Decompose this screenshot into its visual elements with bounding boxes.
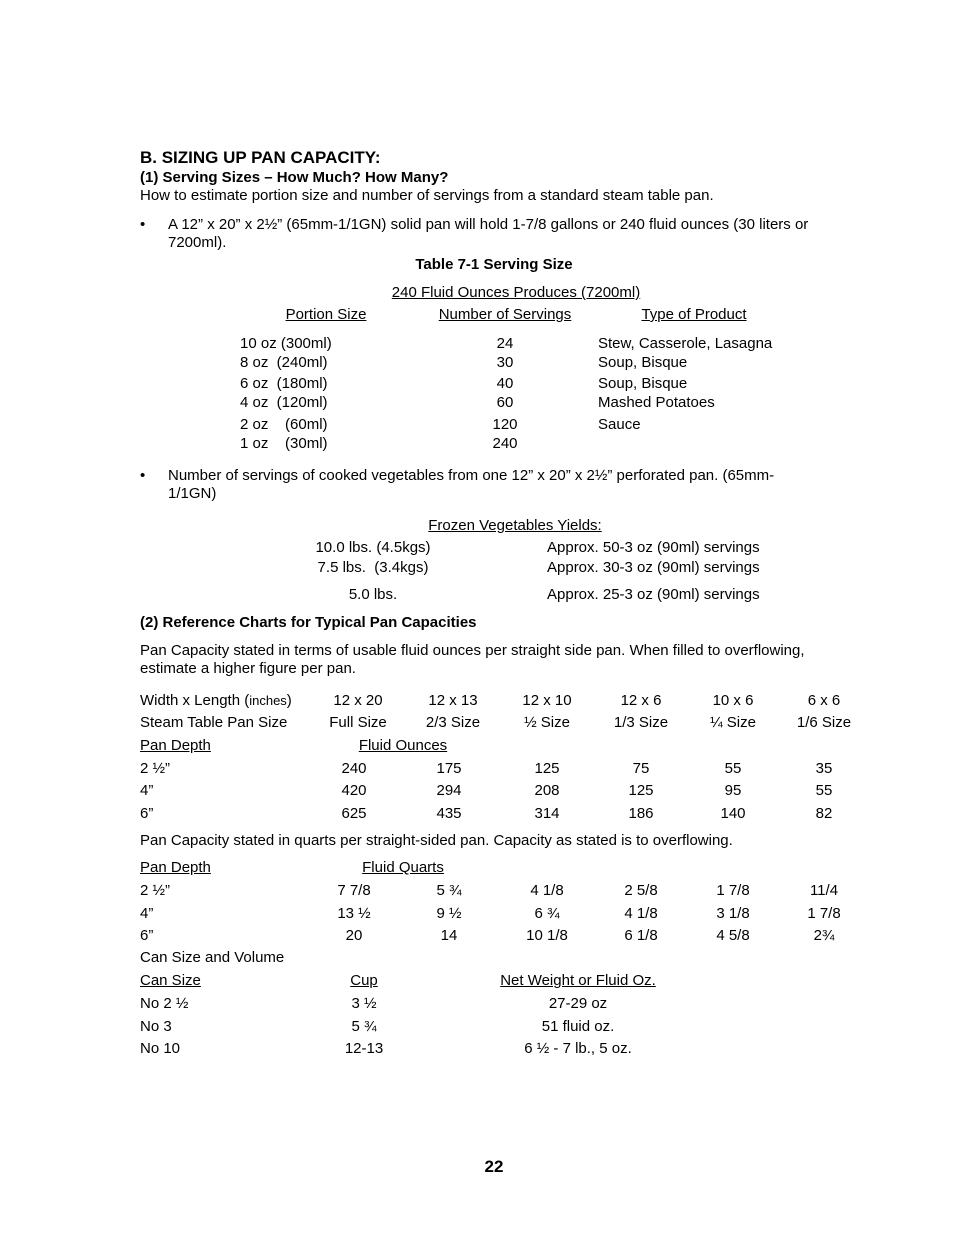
- portion-cell: 4 oz (120ml): [240, 394, 328, 411]
- servings-cell: 40: [496, 375, 514, 392]
- product-cell: Stew, Casserole, Lasagna: [598, 335, 773, 352]
- value-cell: 1 7/8: [807, 905, 841, 922]
- size-cell: 12 x 13: [428, 692, 478, 709]
- header-type-of-product: Type of Product: [641, 306, 747, 323]
- size-cell: 10 x 6: [712, 692, 754, 709]
- header-portion-size: Portion Size: [285, 306, 367, 323]
- value-cell: 435: [436, 805, 462, 822]
- pan-depth-label: Pan Depth: [140, 737, 211, 754]
- value-cell: 3 1/8: [716, 905, 750, 922]
- fluid-quarts-label: Fluid Quarts: [362, 859, 444, 876]
- depth-cell: 2 ½”: [140, 760, 171, 777]
- servings-cell: 120: [492, 416, 518, 433]
- cup-cell: 5 ¾: [351, 1018, 377, 1035]
- subheading-reference-charts: (2) Reference Charts for Typical Pan Capacities: [140, 614, 477, 631]
- depth-cell: 6”: [140, 805, 154, 822]
- value-cell: 82: [815, 805, 833, 822]
- bullet2-line1: Number of servings of cooked vegetables from one 12” x 20” x 2½” perforated pan. (65mm-: [168, 467, 775, 484]
- value-cell: 10 1/8: [526, 927, 568, 944]
- pan-depth-label: Pan Depth: [140, 859, 211, 876]
- value-cell: 294: [436, 782, 462, 799]
- portion-cell: 1 oz (30ml): [240, 435, 328, 452]
- servings-cell: 240: [492, 435, 518, 452]
- product-cell: Mashed Potatoes: [598, 394, 715, 411]
- value-cell: 186: [628, 805, 654, 822]
- net-cell: 51 fluid oz.: [541, 1018, 615, 1035]
- intro-text: How to estimate portion size and number of servings from a standard steam table pan.: [140, 187, 714, 204]
- net-cell: 6 ½ - 7 lb., 5 oz.: [524, 1040, 632, 1057]
- header-net-weight: Net Weight or Fluid Oz.: [500, 972, 656, 989]
- size-cell: 12 x 10: [522, 692, 572, 709]
- servings-cell: 30: [496, 354, 514, 371]
- value-cell: 11/4: [809, 882, 839, 899]
- fluid-ounces-label: Fluid Ounces: [358, 737, 448, 754]
- ounces-paragraph: Pan Capacity stated in terms of usable fluid ounces per straight side pan. When filled to overflowing, estimate a higher figure per pan.: [140, 642, 805, 677]
- value-cell: 625: [341, 805, 367, 822]
- yield-cell: Approx. 30-3 oz (90ml) servings: [547, 559, 760, 576]
- product-cell: Soup, Bisque: [598, 354, 688, 371]
- bullet2-line2: 1/1GN): [168, 485, 217, 502]
- value-cell: 1 7/8: [716, 882, 750, 899]
- table-caption: Table 7-1 Serving Size: [415, 256, 573, 273]
- size-cell: 12 x 20: [333, 692, 383, 709]
- value-cell: 9 ½: [436, 905, 462, 922]
- pan-size-cell: ¼ Size: [710, 714, 756, 731]
- value-cell: 140: [720, 805, 746, 822]
- value-cell: 420: [341, 782, 367, 799]
- value-cell: 55: [724, 760, 742, 777]
- width-label-text: Width x Length (: [140, 692, 250, 709]
- depth-cell: 4”: [140, 782, 154, 799]
- cup-cell: 3 ½: [351, 995, 377, 1012]
- subheading-serving-sizes: (1) Serving Sizes – How Much? How Many?: [140, 169, 449, 186]
- bullet-icon: •: [140, 467, 146, 484]
- pan-size-cell: ½ Size: [524, 714, 570, 731]
- weight-cell: 10.0 lbs. (4.5kgs): [315, 539, 431, 556]
- product-cell: Sauce: [598, 416, 641, 433]
- value-cell: 4 1/8: [624, 905, 658, 922]
- bullet1-line2: 7200ml).: [168, 234, 227, 251]
- value-cell: 4 5/8: [716, 927, 750, 944]
- weight-cell: 5.0 lbs.: [348, 586, 398, 603]
- depth-cell: 2 ½”: [140, 882, 171, 899]
- cup-cell: 12-13: [344, 1040, 384, 1057]
- width-label-end: ): [286, 692, 292, 709]
- value-cell: 4 1/8: [530, 882, 564, 899]
- bullet1-line1: A 12” x 20” x 2½” (65mm-1/1GN) solid pan will hold 1-7/8 gallons or 240 fluid ounces (30 liters or: [168, 216, 809, 233]
- value-cell: 208: [534, 782, 560, 799]
- portion-cell: 10 oz (300ml): [240, 335, 332, 352]
- value-cell: 6 ¾: [534, 905, 560, 922]
- depth-cell: 6”: [140, 927, 154, 944]
- product-cell: Soup, Bisque: [598, 375, 688, 392]
- value-cell: 35: [815, 760, 833, 777]
- quarts-paragraph: Pan Capacity stated in quarts per straight-sided pan. Capacity as stated is to overflowing.: [140, 832, 733, 849]
- value-cell: 240: [341, 760, 367, 777]
- can-size-cell: No 2 ½: [140, 995, 189, 1012]
- header-can-size: Can Size: [140, 972, 201, 989]
- pan-size-cell: Full Size: [329, 714, 387, 731]
- net-cell: 27-29 oz: [548, 995, 608, 1012]
- value-cell: 175: [436, 760, 462, 777]
- value-cell: 55: [815, 782, 833, 799]
- page-number: 22: [484, 1157, 504, 1176]
- pan-size-label: Steam Table Pan Size: [140, 714, 288, 731]
- depth-cell: 4”: [140, 905, 154, 922]
- yield-cell: Approx. 25-3 oz (90ml) servings: [547, 586, 760, 603]
- value-cell: 125: [628, 782, 654, 799]
- value-cell: 14: [440, 927, 458, 944]
- header-number-of-servings: Number of Servings: [438, 306, 572, 323]
- can-size-cell: No 3: [140, 1018, 172, 1035]
- value-cell: 95: [724, 782, 742, 799]
- weight-cell: 7.5 lbs. (3.4kgs): [317, 559, 429, 576]
- value-cell: 5 ¾: [436, 882, 462, 899]
- pan-size-cell: 1/3 Size: [613, 714, 669, 731]
- value-cell: 7 7/8: [337, 882, 371, 899]
- can-size-cell: No 10: [140, 1040, 181, 1057]
- portion-cell: 2 oz (60ml): [240, 416, 328, 433]
- section-heading: B. SIZING UP PAN CAPACITY:: [140, 148, 381, 167]
- value-cell: 75: [632, 760, 650, 777]
- value-cell: 125: [534, 760, 560, 777]
- yield-cell: Approx. 50-3 oz (90ml) servings: [547, 539, 760, 556]
- servings-cell: 24: [496, 335, 514, 352]
- vegetables-header: Frozen Vegetables Yields:: [428, 517, 602, 534]
- can-size-title: Can Size and Volume: [140, 949, 285, 966]
- value-cell: 20: [345, 927, 363, 944]
- header-cup: Cup: [350, 972, 378, 989]
- value-cell: 314: [534, 805, 560, 822]
- width-length-label: [140, 692, 292, 710]
- table-super-header: 240 Fluid Ounces Produces (7200ml): [391, 284, 641, 301]
- value-cell: 6 1/8: [624, 927, 658, 944]
- width-label-unit: inches: [249, 693, 287, 708]
- pan-size-cell: 2/3 Size: [425, 714, 481, 731]
- size-cell: 6 x 6: [807, 692, 841, 709]
- portion-cell: 6 oz (180ml): [240, 375, 328, 392]
- value-cell: 13 ½: [337, 905, 371, 922]
- size-cell: 12 x 6: [620, 692, 662, 709]
- portion-cell: 8 oz (240ml): [240, 354, 328, 371]
- value-cell: 2 5/8: [624, 882, 658, 899]
- bullet-icon: •: [140, 216, 146, 233]
- value-cell: 2¾: [813, 927, 835, 944]
- servings-cell: 60: [496, 394, 514, 411]
- pan-size-cell: 1/6 Size: [796, 714, 852, 731]
